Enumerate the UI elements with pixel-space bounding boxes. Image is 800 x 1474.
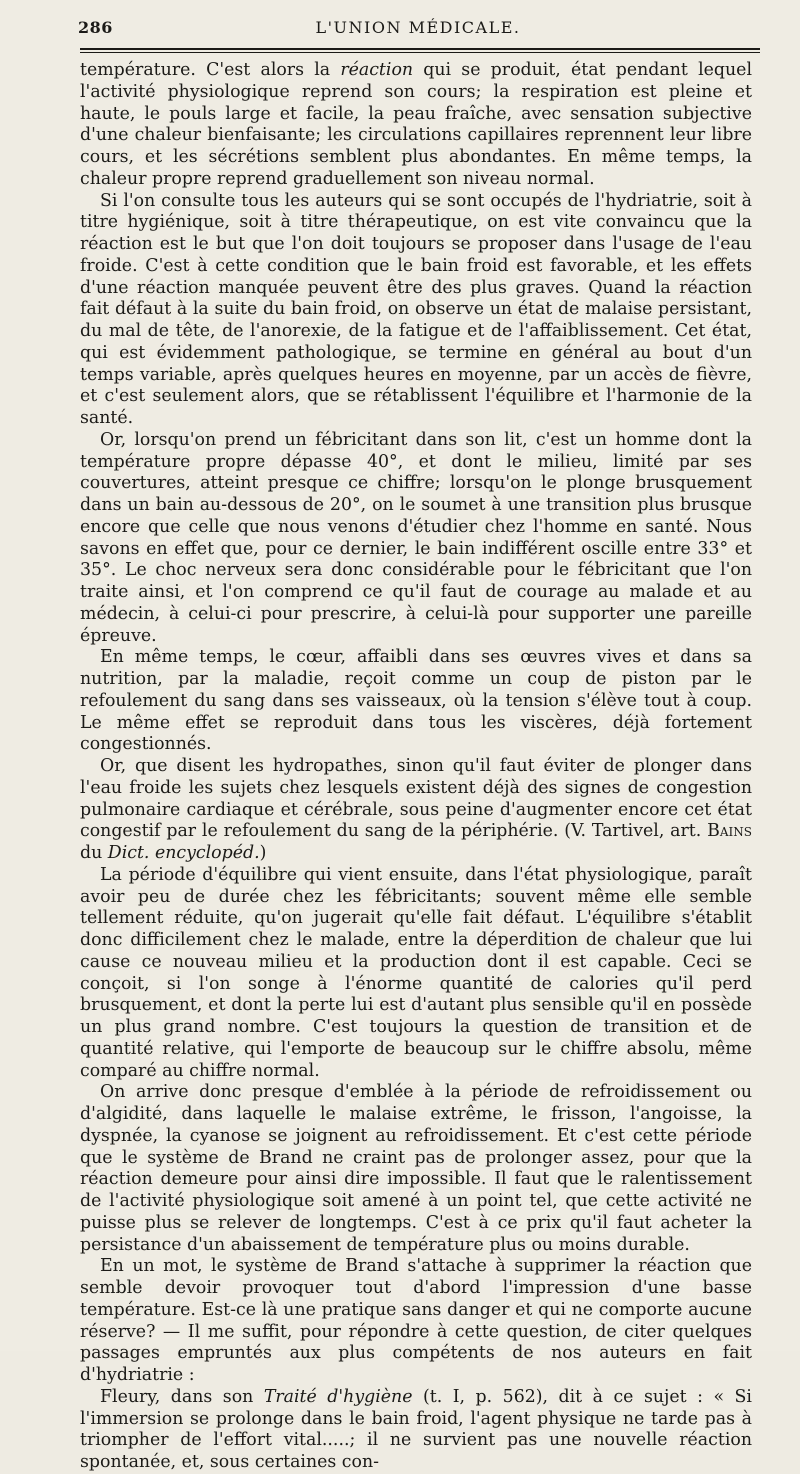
- text-segment: qui se produit, état pendant lequel l'activité physiologique reprend son cours; la respiration est pleine et haute, le pouls large et facile, la peau fraîche, avec sensation subjective d'une chaleur bienfaisante; les circulations capillaires reprennent leur libre cours, et les sécrétions semblent plus abondantes. En même temps, la chaleur propre reprend graduellement son niveau normal.: [80, 60, 752, 189]
- italic-text: réaction: [340, 60, 414, 80]
- paragraph: [80, 1256, 752, 1387]
- paragraph: [80, 865, 752, 1083]
- page-header: [78, 18, 758, 44]
- body-text: [80, 60, 752, 1474]
- header-rule-thin: [80, 52, 760, 53]
- text-segment: Fleury, dans son: [100, 1386, 264, 1407]
- italic-text: Dict. encyclopéd.: [107, 843, 260, 863]
- text-segment: température. C'est alors la: [80, 60, 341, 80]
- italic-text: Traité d'hygiène: [263, 1386, 413, 1407]
- paragraph: [80, 191, 752, 430]
- paragraph: [80, 430, 752, 648]
- paragraph: [80, 1387, 752, 1474]
- paragraph: [80, 1082, 752, 1256]
- text-segment: ): [259, 843, 267, 863]
- header-rule: [80, 48, 760, 50]
- text-segment: Or, que disent les hydropathes, sinon qu'il faut éviter de plonger dans l'eau froide les sujets chez lesquels existent déjà des signes de congestion pulmonaire cardiaque et cérébrale, sous peine d'augmenter encore cet état congestif par le refoulement du sang de la périphérie. (V. Tartivel, art.: [80, 756, 752, 842]
- text-segment: Or, lorsqu'on prend un fébricitant dans son lit, c'est un homme dont la température propre dépasse 40°, et dont le milieu, limité par ses couvertures, atteint presque ce chiffre; lorsqu'on le plonge brusquement dans un bain au-dessous de 20°, on le soumet à une transition plus brusque encore que celle que nous venons d'étudier chez l'homme en santé. Nous savons en effet que, pour ce dernier, le bain indifférent oscille entre 33° et 35°. Le choc nerveux sera donc considérable pour le fébricitant que l'on traite ainsi, et l'on comprend ce qu'il faut de courage au malade et au médecin, à celui-ci pour prescrire, à celui-là pour supporter une pareille épreuve.: [80, 429, 752, 646]
- paragraph: [80, 647, 752, 756]
- paragraph: [80, 756, 752, 865]
- text-segment: On arrive donc presque d'emblée à la période de refroidissement ou d'algidité, dans laquelle le malaise extrême, le frisson, l'angoisse, la dyspnée, la cyanose se joignent au refroidissement. Et c'est cette période que le système de Brand ne craint pas de prolonger assez, pour que la réaction demeure pour ainsi dire impossible. Il faut que le ralentissement de l'activité physiologique soit amené à un point tel, que cette activité ne puisse plus se relever de longtemps. C'est à ce prix qu'il faut acheter la persistance d'un abaissement de température plus ou moins durable.: [80, 1082, 752, 1255]
- smallcaps-text: Bains: [707, 821, 752, 842]
- paragraph: [80, 60, 752, 191]
- text-segment: En un mot, le système de Brand s'attache à supprimer la réaction que semble devoir provoquer tout d'abord l'impression d'une basse température. Est-ce là une pratique sans danger et qui ne comporte aucune réserve? — Il me suffit, pour répondre à cette question, de citer quelques passages empruntés aux plus compétents de nos auteurs en fait d'hydriatrie :: [80, 1256, 752, 1385]
- text-segment: (t. I, p. 562), dit à ce sujet : « Si l'immersion se prolonge dans le bain froid, l'agent physique ne tarde pas à triompher de l'effort vital.....; il ne survient pas une nouvelle réaction spontanée, et, sous certaines con-: [80, 1386, 752, 1472]
- running-title: L'UNION MÉDICALE.: [315, 18, 521, 37]
- text-segment: En même temps, le cœur, affaibli dans ses œuvres vives et dans sa nutrition, par la maladie, reçoit comme un coup de piston par le refoulement du sang dans ses vaisseaux, où la tension s'élève tout à coup. Le même effet se reproduit dans tous les viscères, déjà fortement congestionnés.: [80, 647, 752, 755]
- page-number: 286: [78, 18, 113, 37]
- text-segment: Si l'on consulte tous les auteurs qui se sont occupés de l'hydriatrie, soit à titre hygiénique, soit à titre thérapeutique, on est vite convaincu que la réaction est le but que l'on doit toujours se proposer dans l'usage de l'eau froide. C'est à cette condition que le bain froid est favorable, et les effets d'une réaction manquée peuvent être des plus graves. Quand la réaction fait défaut à la suite du bain froid, on observe un état de malaise persistant, du mal de tête, de l'anorexie, de la fatigue et de l'affaiblissement. Cet état, qui est évidemment pathologique, se termine en général au bout d'un temps variable, après quelques heures en moyenne, par un accès de fièvre, et c'est seulement alors, que se rétablissent l'équilibre et l'harmonie de la santé.: [80, 190, 752, 428]
- text-segment: du: [80, 843, 108, 863]
- text-segment: La période d'équilibre qui vient ensuite, dans l'état physiologique, paraît avoir peu de durée chez les fébricitants; souvent même elle semble tellement réduite, qu'on jugerait qu'elle fait défaut. L'équilibre s'établit donc difficilement chez le malade, entre la déperdition de chaleur que lui cause ce nouveau milieu et la production dont il est capable. Ceci se conçoit, si l'on songe à l'énorme quantité de calories qu'il perd brusquement, et dont la perte lui est d'autant plus sensible qu'il en possède un plus grand nombre. C'est toujours la question de transition et de quantité relative, qui l'emporte de beaucoup sur le chiffre absolu, même comparé au chiffre normal.: [80, 864, 752, 1081]
